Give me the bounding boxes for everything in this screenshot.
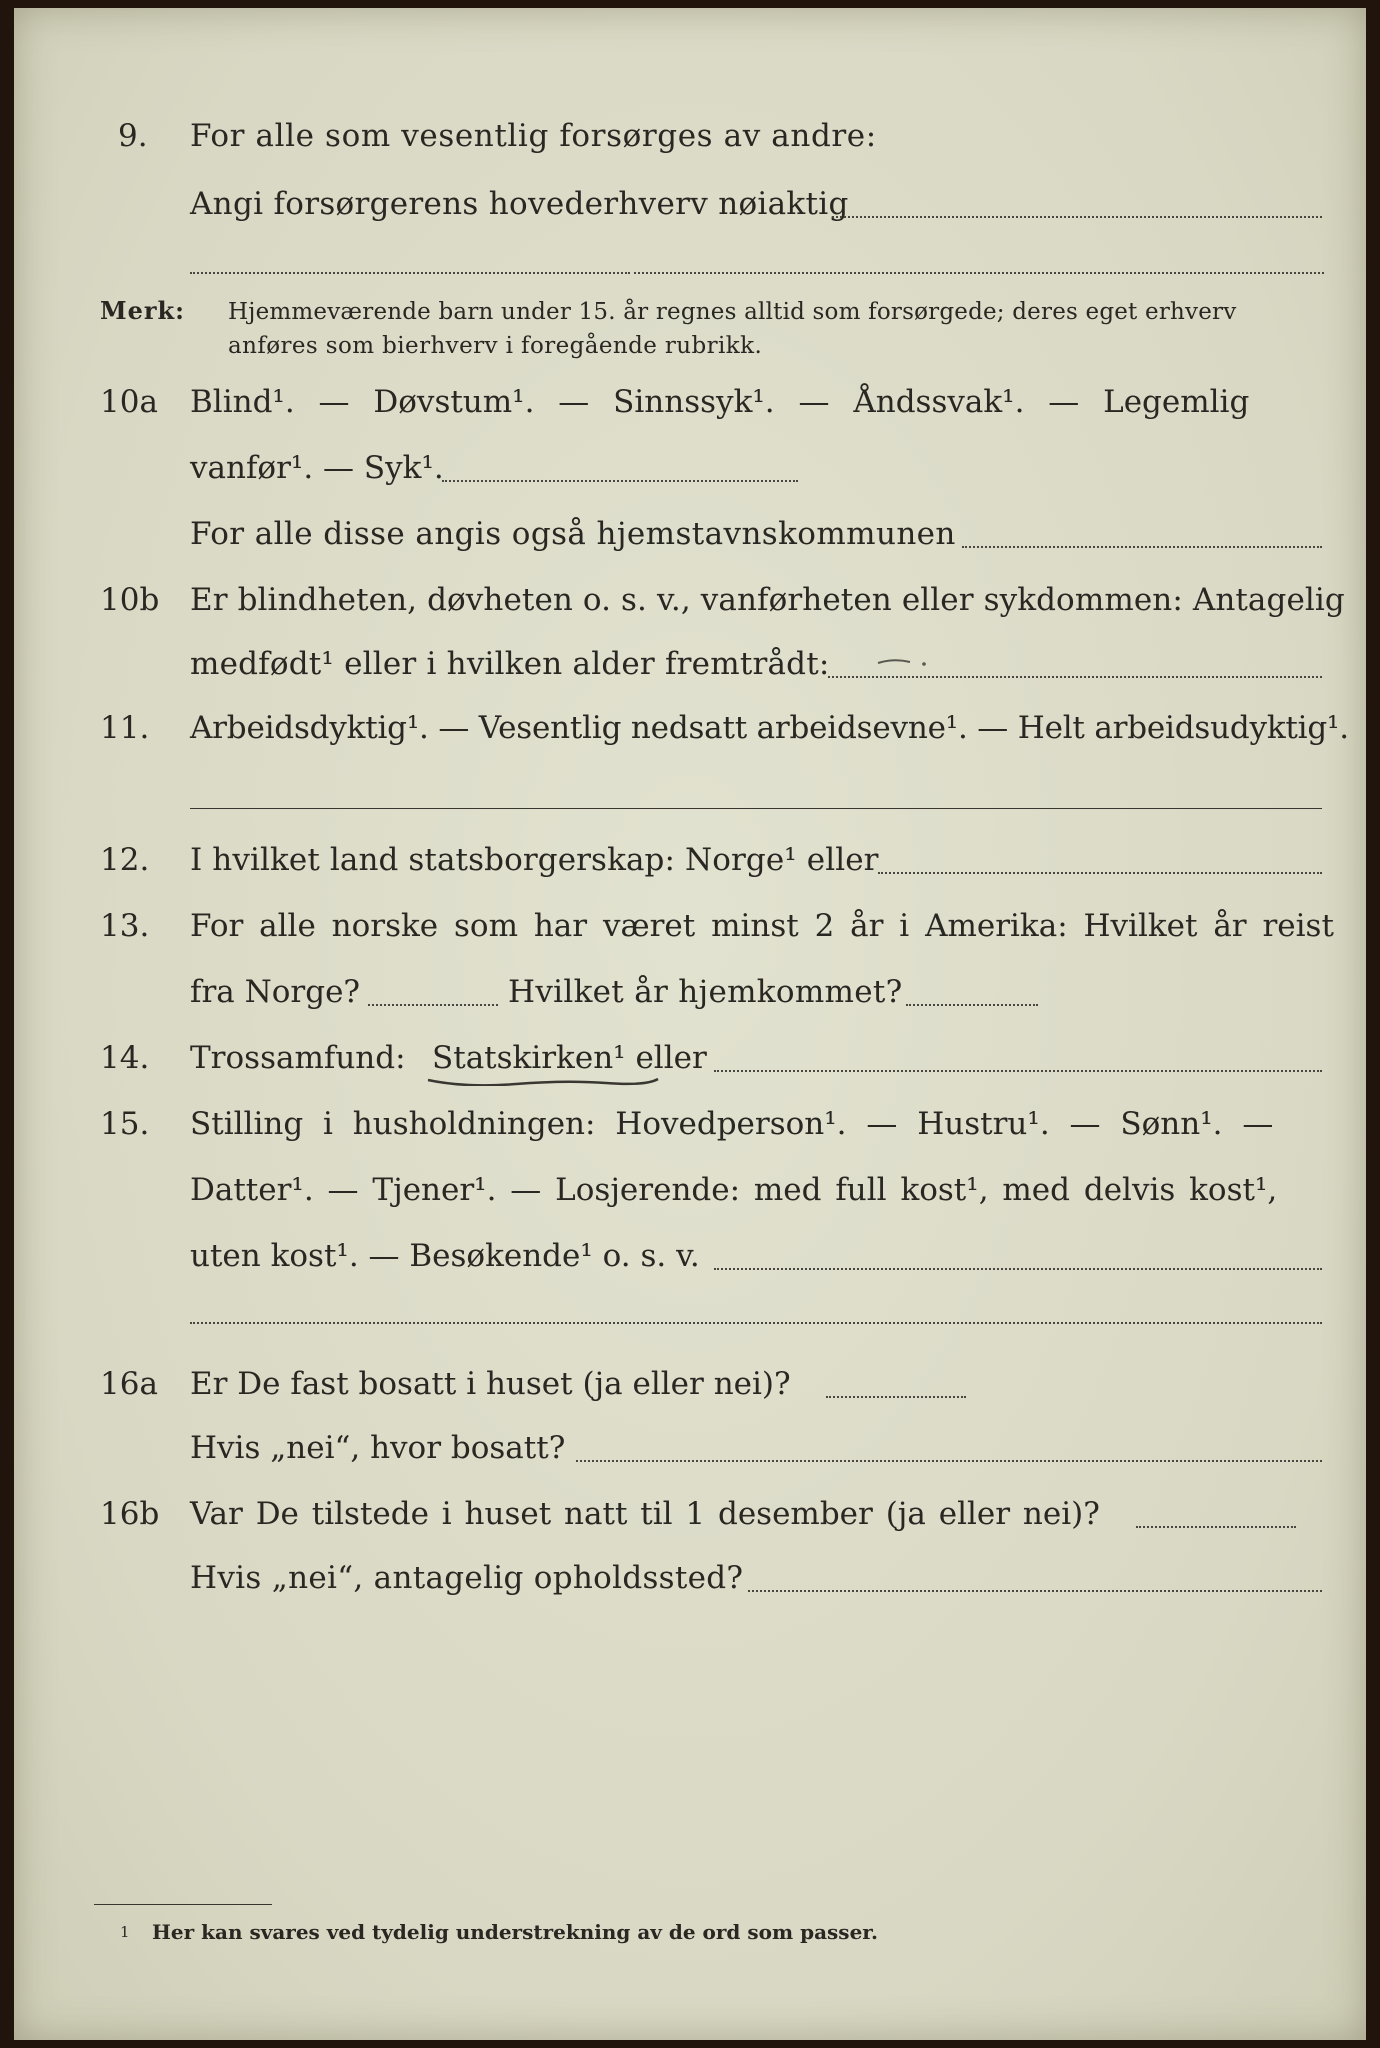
q16b-opholdssted-field[interactable] [748,1590,1322,1592]
item-number-11: 11. [100,710,150,746]
item-number-10a: 10a [100,384,158,420]
q16a-answer-field[interactable] [826,1396,966,1398]
merk-label: Merk: [100,296,185,325]
q15-line3: uten kost¹. — Besøkende¹ o. s. v. [190,1238,700,1274]
item-number-14: 14. [100,1040,150,1076]
q10a-line2: vanfør¹. — Syk¹. [190,450,444,486]
q16b-line1: Var De tilstede i huset natt til 1 desember (ja eller nei)? [190,1496,1100,1532]
item-number-15: 15. [100,1106,150,1142]
handwritten-underline-statskirken [426,1076,662,1086]
footnote-mark: 1 [120,1923,130,1941]
q15-line1: Stilling i husholdningen: Hovedperson¹. — Hustru¹. — Sønn¹. — [190,1106,1274,1142]
q13-line2a: fra Norge? [190,974,361,1010]
q12-line1: I hvilket land statsborgerskap: Norge¹ eller [190,842,879,878]
q16b-answer-field[interactable] [1136,1526,1296,1528]
q9-line2: Angi forsørgerens hovederhverv nøiaktig [190,186,849,222]
item-number-10b: 10b [100,582,160,618]
q16b-line2: Hvis „nei“, antagelig opholdssted? [190,1560,744,1596]
footnote-rule [94,1904,272,1905]
q15-answer-field[interactable] [714,1268,1322,1270]
q10a-answer-field[interactable] [442,480,798,482]
q13-reist-field[interactable] [368,1004,498,1006]
footnote-text: Her kan svares ved tydelig understrekning av de ord som passer. [152,1920,878,1944]
item-number-13: 13. [100,908,150,944]
q10b-answer-field[interactable] [828,676,1322,678]
q13-line2b: Hvilket år hjemkommet? [508,974,903,1010]
q9-answer-field-2a[interactable] [190,272,630,274]
q9-answer-field-2b[interactable] [634,272,1324,274]
q13-line1: For alle norske som har været minst 2 år i Amerika: Hvilket år reist [190,908,1334,944]
merk-line2: anføres som bierhverv i foregående rubrikk. [228,333,763,359]
q10a-hjemstavn-field[interactable] [962,546,1322,548]
q16a-line1: Er De fast bosatt i huset (ja eller nei)? [190,1366,791,1402]
merk-line1: Hjemmeværende barn under 15. år regnes alltid som forsørgede; deres eget erhverv [228,299,1237,325]
item-number-12: 12. [100,842,150,878]
handwritten-dash-mark [874,654,944,668]
q10b-line2: medfødt¹ eller i hvilken alder fremtrådt: [190,646,830,682]
q14-answer-field[interactable] [714,1070,1322,1072]
q10b-line1: Er blindheten, døvheten o. s. v., vanførheten eller sykdommen: Antagelig [190,582,1345,618]
q9-line1: For alle som vesentlig forsørges av andre: [190,118,877,154]
q13-hjemkommet-field[interactable] [906,1004,1038,1006]
item-number-16b: 16b [100,1496,160,1532]
q9-answer-field[interactable] [832,216,1322,218]
census-form-page [14,8,1366,2040]
q15-answer-field-2[interactable] [190,1322,1322,1324]
q16a-bosatt-field[interactable] [576,1460,1322,1462]
q15-line2: Datter¹. — Tjener¹. — Losjerende: med full kost¹, med delvis kost¹, [190,1172,1278,1208]
q14-line1b: Statskirken¹ eller [432,1040,707,1076]
q11-line1: Arbeidsdyktig¹. — Vesentlig nedsatt arbeidsevne¹. — Helt arbeidsudyktig¹. [190,710,1349,746]
q14-line1a: Trossamfund: [190,1040,406,1076]
q10a-line1: Blind¹. — Døvstum¹. — Sinnssyk¹. — Åndssvak¹. — Legemlig [190,384,1250,420]
q10a-line3: For alle disse angis også hjemstavnskommunen [190,516,956,552]
item-number-16a: 16a [100,1366,158,1402]
q11-answer-line[interactable] [190,808,1322,809]
q16a-line2: Hvis „nei“, hvor bosatt? [190,1430,566,1466]
item-number-9: 9. [118,118,148,154]
q12-answer-field[interactable] [878,872,1322,874]
